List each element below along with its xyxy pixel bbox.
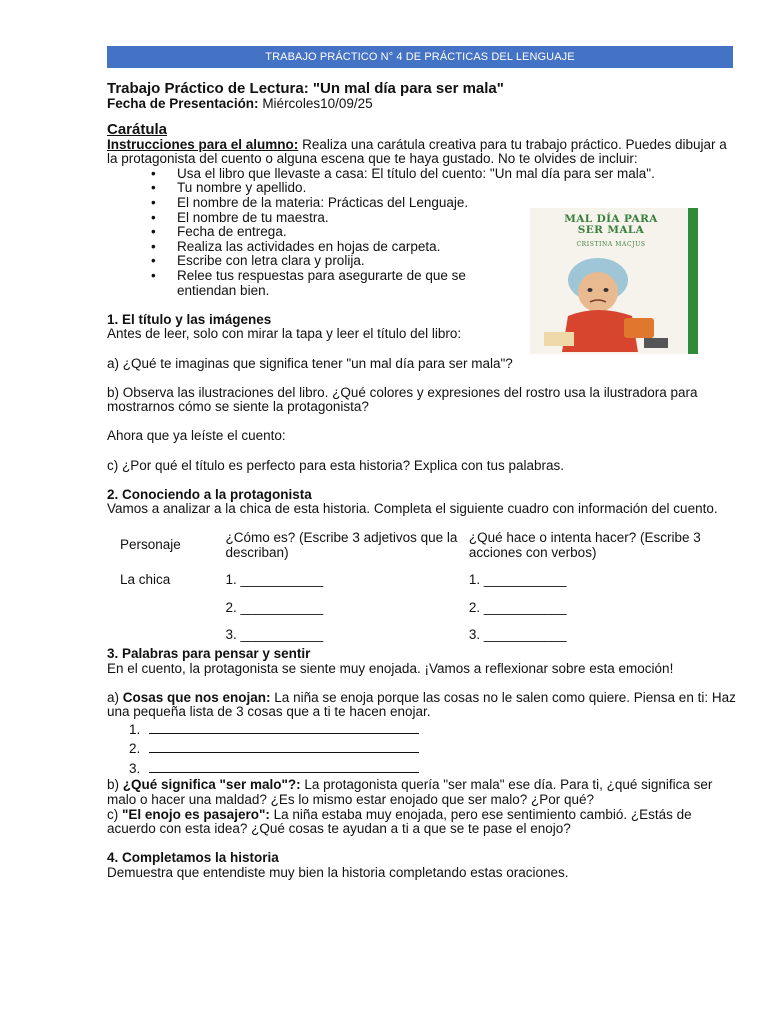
item-c-text: La niña estaba muy enojada, pero ese sentimiento cambió. ¿Estás de acuerdo con esta idea? ¿Qué cosas te ayudan a ti a que se te pase el enojo? — [107, 806, 692, 837]
instructions-label: Instrucciones para el alumno: — [107, 136, 299, 152]
blank-line[interactable]: 2. ___________ — [468, 599, 567, 615]
document-body — [107, 80, 737, 881]
page-title: Trabajo Práctico de Lectura: "Un mal día para ser mala" — [107, 80, 504, 97]
list-item: • Escribe con letra clara y prolija. — [177, 254, 507, 269]
section1-after-reading: Ahora que ya leíste el cuento: — [107, 428, 286, 444]
instructions-text: Realiza una carátula creativa para tu trabajo práctico. Puedes dibujar a la protagonista del cuento o alguna escena que te haya gustado. No te olvides de incluir: — [107, 136, 727, 167]
cover-author: CRISTINA MACJUS — [576, 241, 646, 248]
section1-question-c: c) ¿Por qué el título es perfecto para esta historia? Explica con tus palabras. — [107, 457, 564, 473]
blank-line[interactable]: 3. ___________ — [468, 627, 567, 643]
section3-intro: En el cuento, la protagonista se siente muy enojada. ¡Vamos a reflexionar sobre esta emoción! — [107, 660, 674, 676]
item-a-label: Cosas que nos enojan: — [122, 689, 271, 705]
table-header: ¿Cómo es? (Escribe 3 adjetivos que la describan) — [225, 530, 458, 560]
section1-question-b: b) Observa las ilustraciones del libro. ¿Qué colores y expresiones del rostro usa la ilustradora para mostrarnos cómo se siente la protagonista? — [107, 384, 698, 415]
cover-title-line1: MAL DÍA PARA — [564, 213, 658, 225]
anger-list — [107, 720, 737, 779]
list-item: • Usa el libro que llevaste a casa: El título del cuento: "Un mal día para ser mala". — [177, 167, 737, 182]
section1-intro: Antes de leer, solo con mirar la tapa y leer el título del libro: — [107, 326, 462, 342]
table-cell-adjectives — [226, 560, 469, 643]
blank-line[interactable]: 1. ___________ — [225, 572, 324, 588]
caratula-heading: Carátula — [107, 120, 168, 138]
table-cell-actions — [469, 560, 737, 643]
list-item: • Relee tus respuestas para asegurarte de que se entiendan bien. — [177, 269, 507, 298]
date-label: Fecha de Presentación: — [107, 96, 259, 111]
item-c-label: "El enojo es pasajero": — [122, 806, 270, 822]
table-row — [107, 560, 737, 643]
item-b-text: La protagonista quería "ser mala" ese día. Para ti, ¿qué significa ser malo o hacer una maldad? ¿Es lo mismo estar enojado que ser malo? ¿Por qué? — [107, 777, 713, 808]
list-item[interactable]: 3. — [107, 759, 737, 779]
item-b-label: ¿Qué significa "ser malo"?: — [122, 777, 301, 793]
table-header: ¿Qué hace o intenta hacer? (Escribe 3 acciones con verbos) — [468, 530, 701, 560]
blank-line[interactable]: 2. ___________ — [225, 599, 324, 615]
list-item: • El nombre de la materia: Prácticas del Lenguaje. — [177, 196, 507, 211]
cover-title-line2: SER MALA — [577, 224, 645, 236]
section2-intro: Vamos a analizar a la chica de esta historia. Completa el siguiente cuadro con información del cuento. — [107, 501, 718, 517]
section1-question-a: a) ¿Qué te imaginas que significa tener "un mal día para ser mala"? — [107, 355, 513, 371]
list-item: • Tu nombre y apellido. — [177, 181, 507, 196]
caratula-instructions — [107, 138, 737, 167]
section2-heading: 2. Conociendo a la protagonista — [107, 486, 312, 502]
answer-line[interactable] — [149, 740, 419, 753]
section3-item-a: a) Cosas que nos enojan: La niña se enoja porque las cosas no le salen como quiere. Piensa en ti: Haz una pequeña lista de 3 cosas que a ti te hacen enojar. — [107, 689, 736, 720]
blank-line[interactable]: 1. ___________ — [468, 572, 567, 588]
list-item[interactable]: 1. — [107, 720, 737, 740]
date-value: Miércoles10/09/25 — [258, 96, 373, 111]
list-item: • El nombre de tu maestra. — [177, 211, 507, 226]
answer-line[interactable] — [149, 721, 419, 734]
section3-item-c: c) "El enojo es pasajero": La niña estaba muy enojada, pero ese sentimiento cambió. ¿Estás de acuerdo con esta idea? ¿Qué cosas te ayudan a ti a que se te pase el enojo? — [107, 806, 692, 837]
table-header-row — [107, 531, 737, 560]
blank-line[interactable]: 3. ___________ — [225, 627, 324, 643]
item-a-text: La niña se enoja porque las cosas no le salen como quiere. Piensa en ti: Haz una pequeña lista de 3 cosas que a ti te hacen enojar. — [107, 689, 736, 720]
section1-heading: 1. El título y las imágenes — [107, 311, 272, 327]
document-header-banner: TRABAJO PRÁCTICO N° 4 DE PRÁCTICAS DEL LENGUAJE — [107, 46, 733, 68]
list-item: • Realiza las actividades en hojas de carpeta. — [177, 240, 507, 255]
list-item: • Fecha de entrega. — [177, 225, 507, 240]
section3-heading: 3. Palabras para pensar y sentir — [107, 646, 311, 661]
table-cell-character: La chica — [120, 572, 171, 588]
answer-line[interactable] — [149, 760, 419, 773]
section4-heading: 4. Completamos la historia — [107, 850, 279, 866]
list-item[interactable]: 2. — [107, 739, 737, 759]
section3-item-b: b) ¿Qué significa "ser malo"?: La protagonista quería "ser mala" ese día. Para ti, ¿qué significa ser malo o hacer una maldad? ¿Es lo mismo estar enojado que ser malo? ¿Por qué? — [107, 777, 713, 808]
presentation-date — [107, 97, 737, 112]
table-header: Personaje — [120, 537, 181, 553]
section4-intro: Demuestra que entendiste muy bien la historia completando estas oraciones. — [107, 865, 569, 881]
character-table — [107, 531, 737, 643]
